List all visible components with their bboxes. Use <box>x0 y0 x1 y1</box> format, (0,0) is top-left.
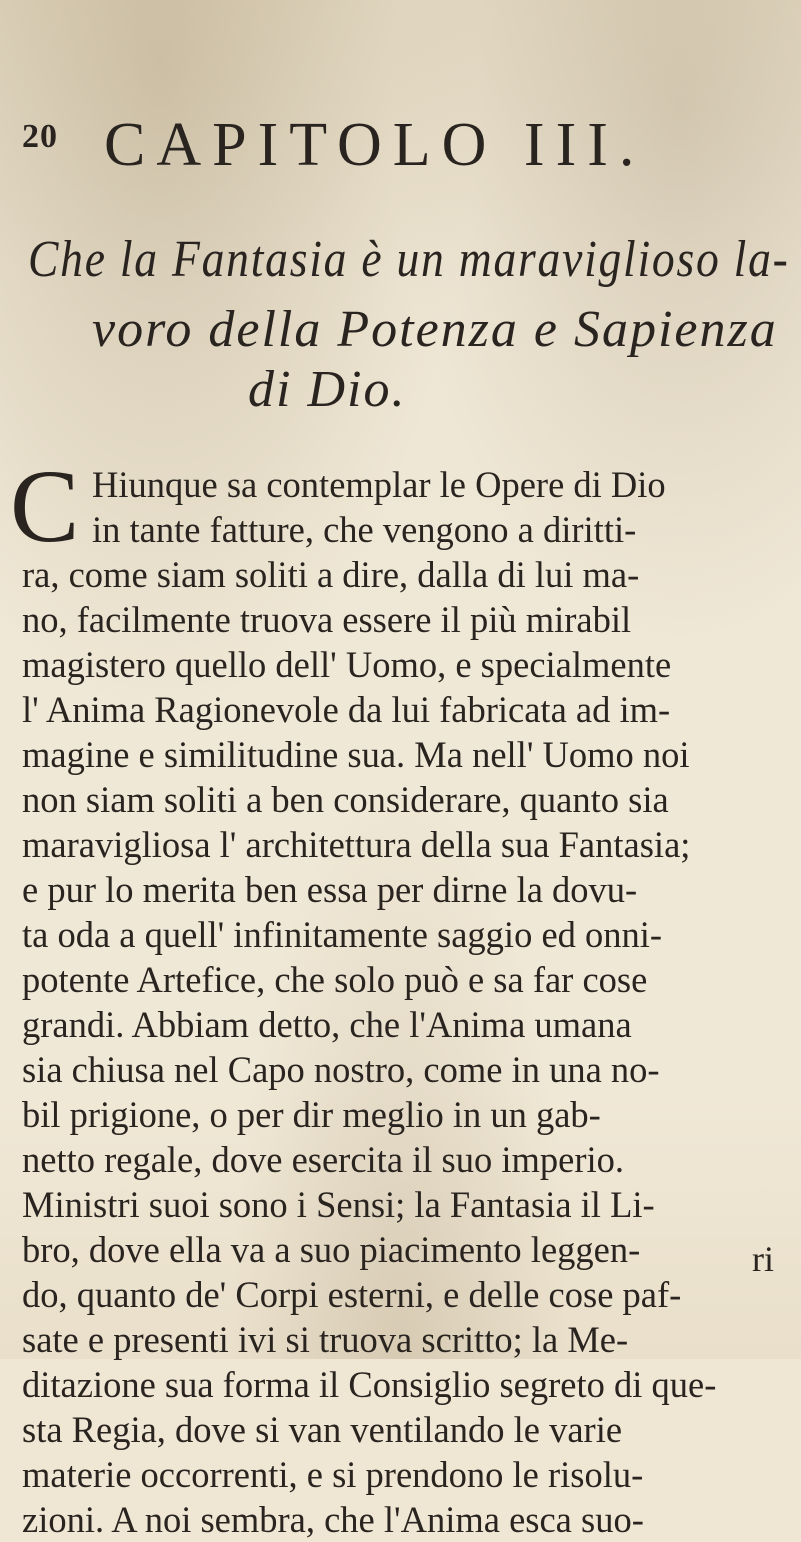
text-line: grandi. Abbiam detto, che l'Anima umana <box>22 1004 632 1045</box>
text-line: bil prigione, o per dir meglio in un gab- <box>22 1094 601 1135</box>
text-line: materie occorrenti, e si prendono le risolu- <box>22 1454 644 1495</box>
text-line: ta oda a quell' infinitamente saggio ed onni- <box>22 914 663 955</box>
text-line: magistero quello dell' Uomo, e specialmente <box>22 644 672 685</box>
chapter-subtitle-line-2: voro della Potenza e Sapienza <box>92 301 778 358</box>
page-number: 20 <box>22 118 58 155</box>
text-line: bro, dove ella va a suo piacimento leggen- <box>22 1229 641 1270</box>
text-line: no, facilmente truova essere il più mirabil <box>22 599 632 640</box>
text-line: l' Anima Ragionevole da lui fabricata ad im- <box>22 689 671 730</box>
text-line: do, quanto de' Corpi esterni, e delle cose paf- <box>22 1274 682 1315</box>
text-line: Ministri suoi sono i Sensi; la Fantasia il Li- <box>22 1184 655 1225</box>
text-line: sta Regia, dove si van ventilando le varie <box>22 1409 623 1450</box>
text-line: netto regale, dove esercita il suo imperio. <box>22 1139 625 1180</box>
chapter-subtitle-line-3: di Dio. <box>248 361 407 418</box>
text-line: non siam soliti a ben considerare, quanto sia <box>22 779 669 820</box>
text-line: maravigliosa l' architettura della sua Fantasia; <box>22 824 691 865</box>
catchword: ri <box>752 1239 774 1279</box>
text-line: sia chiusa nel Capo nostro, come in una no- <box>22 1049 660 1090</box>
text-line: potente Artefice, che solo può e sa far cose <box>22 959 648 1000</box>
drop-cap: C <box>10 449 80 564</box>
text-line: ditazione sua forma il Consiglio segreto di que- <box>22 1364 717 1405</box>
text-line: in tante fatture, che vengono a diritti- <box>92 509 637 550</box>
text-line: e pur lo merita ben essa per dirne la dovu- <box>22 869 638 910</box>
text-line: zioni. A noi sembra, che l'Anima esca suo- <box>22 1499 644 1540</box>
text-line: magine e similitudine sua. Ma nell' Uomo noi <box>22 734 690 775</box>
text-line: ra, come siam soliti a dire, dalla di lui ma- <box>22 554 640 595</box>
chapter-subtitle-line-1: Che la Fantasia è un maraviglioso la- <box>28 231 790 288</box>
text-line: Hiunque sa contemplar le Opere di Dio <box>92 464 666 505</box>
chapter-heading: CAPITOLO III. <box>104 111 646 179</box>
text-line: sate e presenti ivi si truova scritto; la Me- <box>22 1319 629 1360</box>
